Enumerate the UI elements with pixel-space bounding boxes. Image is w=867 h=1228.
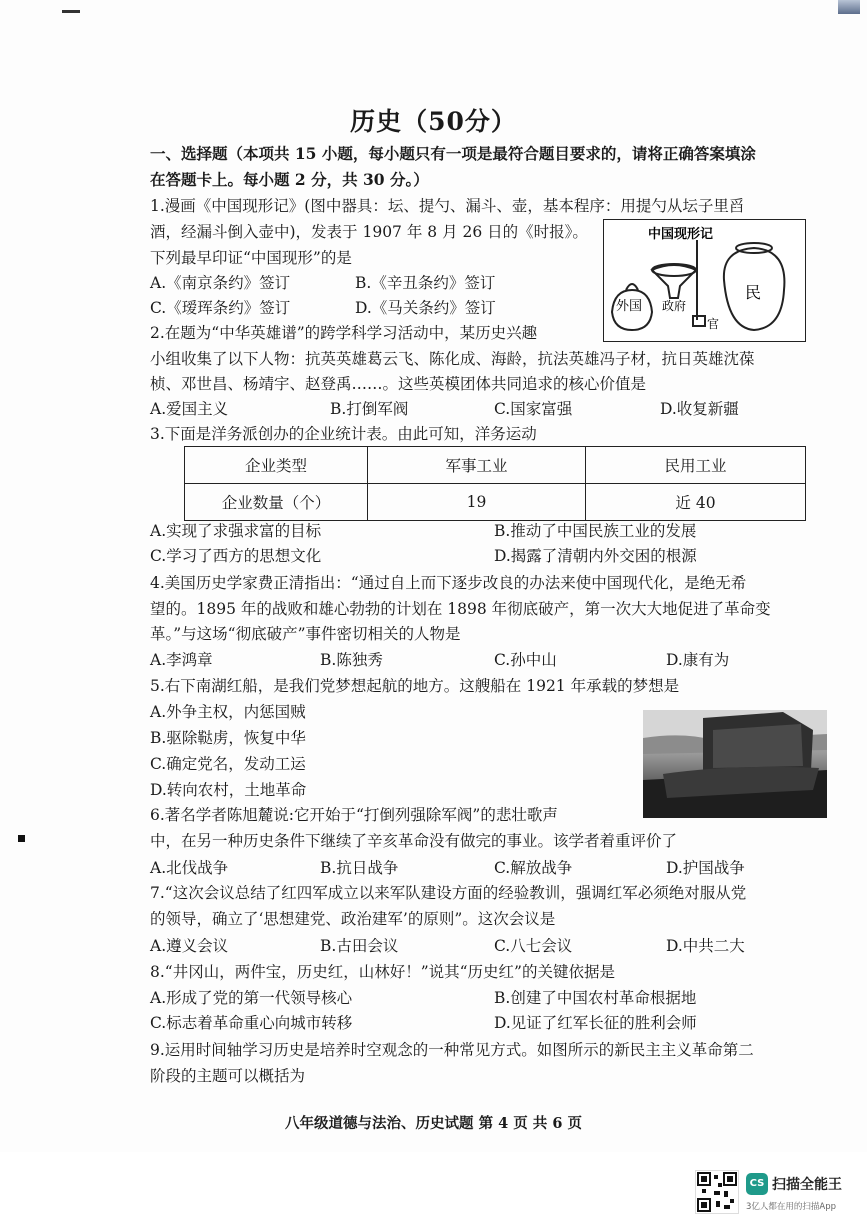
question-text: 4.美国历史学家费正清指出：“通过自上而下逐步改良的办法来使中国现代化，是绝无希: [150, 574, 747, 592]
funnel-label: 政府: [662, 299, 687, 313]
option: C.确定党名，发动工运: [150, 755, 306, 773]
option: D.中共二大: [666, 937, 745, 955]
option: D.康有为: [666, 651, 730, 669]
page-title: 历史（50分）: [350, 107, 517, 136]
option: B.驱除鞑虏，恢复中华: [150, 729, 306, 747]
option: A.《南京条约》签订: [150, 274, 291, 292]
question-text: 6.著名学者陈旭麓说:它开始于“打倒列强除军阀”的悲壮歌声: [150, 806, 558, 824]
table-row: [185, 447, 806, 484]
table-cell: 企业类型: [185, 447, 368, 484]
question-text: 的领导，确立了‘思想建党、政治建军’的原则”。这次会议是: [150, 910, 556, 928]
question-text: 小组收集了以下人物：抗英英雄葛云飞、陈化成、海龄，抗法英雄冯子材，抗日英雄沈葆: [150, 350, 755, 368]
option: A.李鸿章: [150, 651, 213, 669]
scan-mark: [838, 0, 860, 14]
option: B.《辛丑条约》签订: [355, 274, 496, 292]
table-cell: 企业数量（个）: [185, 484, 368, 521]
section-intro-line: 在答题卡上。每小题 2 分，共 30 分。）: [150, 170, 429, 189]
funnel-icon: [652, 265, 696, 298]
question-text: 阶段的主题可以概括为: [150, 1067, 306, 1085]
option: B.古田会议: [320, 937, 399, 955]
option: D.护国战争: [666, 859, 745, 877]
option: C.《瑷珲条约》签订: [150, 299, 291, 317]
option: B.陈独秀: [320, 651, 383, 669]
cartoon-figure: [603, 219, 806, 342]
scan-bullet-mark: [18, 835, 25, 842]
page-footer: 八年级道德与法治、历史试题 第 4 页 共 6 页: [285, 1115, 582, 1132]
option: C.孙中山: [494, 651, 557, 669]
question-text: 9.运用时间轴学习历史是培养时空观念的一种常见方式。如图所示的新民主主义革命第二: [150, 1041, 754, 1059]
question-text: 酒，经漏斗倒入壶中)，发表于 1907 年 8 月 26 日的《时报》。: [150, 223, 588, 241]
option: C.解放战争: [494, 859, 573, 877]
option: C.学习了西方的思想文化: [150, 547, 322, 565]
option: C.国家富强: [494, 400, 573, 418]
question-text: 下列最早印证“中国现形”的是: [150, 249, 352, 267]
table-cell: 19: [368, 484, 586, 521]
boat-drawing: [643, 710, 827, 818]
option: D.见证了红军长征的胜利会师: [494, 1014, 697, 1032]
question-text: 中，在另一种历史条件下继续了辛亥革命没有做完的事业。该学者着重评价了: [150, 832, 678, 850]
option: A.外争主权，内惩国贼: [150, 703, 306, 721]
option: A.实现了求强求富的目标: [150, 522, 322, 540]
red-boat-photo: [643, 710, 827, 818]
question-text: 1.漫画《中国现形记》(图中器具：坛、提勺、漏斗、壶，基本程序：用提勺从坛子里舀: [150, 197, 745, 215]
question-text: 望的。1895 年的战败和雄心勃勃的计划在 1898 年彻底破产，第一次大大地促进了革命变: [150, 600, 771, 618]
cartoon-drawing: [604, 220, 805, 341]
option: D.揭露了清朝内外交困的根源: [494, 547, 697, 565]
pot-label: 外国: [616, 299, 643, 314]
question-text: 5.右下南湖红船，是我们党梦想起航的地方。这艘船在 1921 年承载的梦想是: [150, 677, 680, 695]
option: D.《马关条约》签订: [355, 299, 496, 317]
question-text: 3.下面是洋务派创办的企业统计表。由此可知，洋务运动: [150, 425, 537, 443]
option: C.标志着革命重心向城市转移: [150, 1014, 353, 1032]
option: B.推动了中国民族工业的发展: [494, 522, 697, 540]
option: B.打倒军阀: [330, 400, 409, 418]
camscanner-tagline: 3亿人都在用的扫描App: [746, 1202, 837, 1212]
ladle-label: 官: [707, 317, 720, 331]
question-text: 2.在题为“中华英雄谱”的跨学科学习活动中，某历史兴趣: [150, 324, 538, 342]
enterprise-table: [184, 446, 806, 521]
question-text: 革。”与这场“彻底破产”事件密切相关的人物是: [150, 625, 461, 643]
camscanner-app-name: 扫描全能王: [772, 1177, 842, 1193]
qr-code-icon: [695, 1170, 739, 1214]
option: B.创建了中国农村革命根据地: [494, 989, 697, 1007]
table-row: [185, 484, 806, 521]
option: A.形成了党的第一代领导核心: [150, 989, 353, 1007]
question-text: 8.“井冈山，两件宝，历史红，山林好！”说其“历史红”的关键依据是: [150, 963, 615, 981]
option: B.抗日战争: [320, 859, 399, 877]
option: D.转向农村，土地革命: [150, 781, 307, 799]
question-text: 7.“这次会议总结了红四军成立以来军队建设方面的经验教训，强调红军必须绝对服从党: [150, 884, 747, 902]
scan-mark: [62, 10, 80, 13]
camscanner-logo-icon: CS: [746, 1173, 768, 1195]
cartoon-caption: 中国现形记: [648, 227, 714, 242]
table-cell: 军事工业: [368, 447, 586, 484]
table-cell: 近 40: [586, 484, 806, 521]
option: C.八七会议: [494, 937, 573, 955]
table-cell: 民用工业: [586, 447, 806, 484]
question-text: 桢、邓世昌、杨靖宇、赵登禹……。这些英模团体共同追求的核心价值是: [150, 375, 647, 393]
jar-label: 民: [745, 283, 762, 302]
option: A.遵义会议: [150, 937, 229, 955]
option: A.爱国主义: [150, 400, 229, 418]
option: D.收复新疆: [660, 400, 739, 418]
ladle-icon: [693, 316, 705, 326]
section-intro-line: 一、选择题（本项共 15 小题，每小题只有一项是最符合题目要求的，请将正确答案填涂: [150, 144, 756, 163]
option: A.北伐战争: [150, 859, 229, 877]
